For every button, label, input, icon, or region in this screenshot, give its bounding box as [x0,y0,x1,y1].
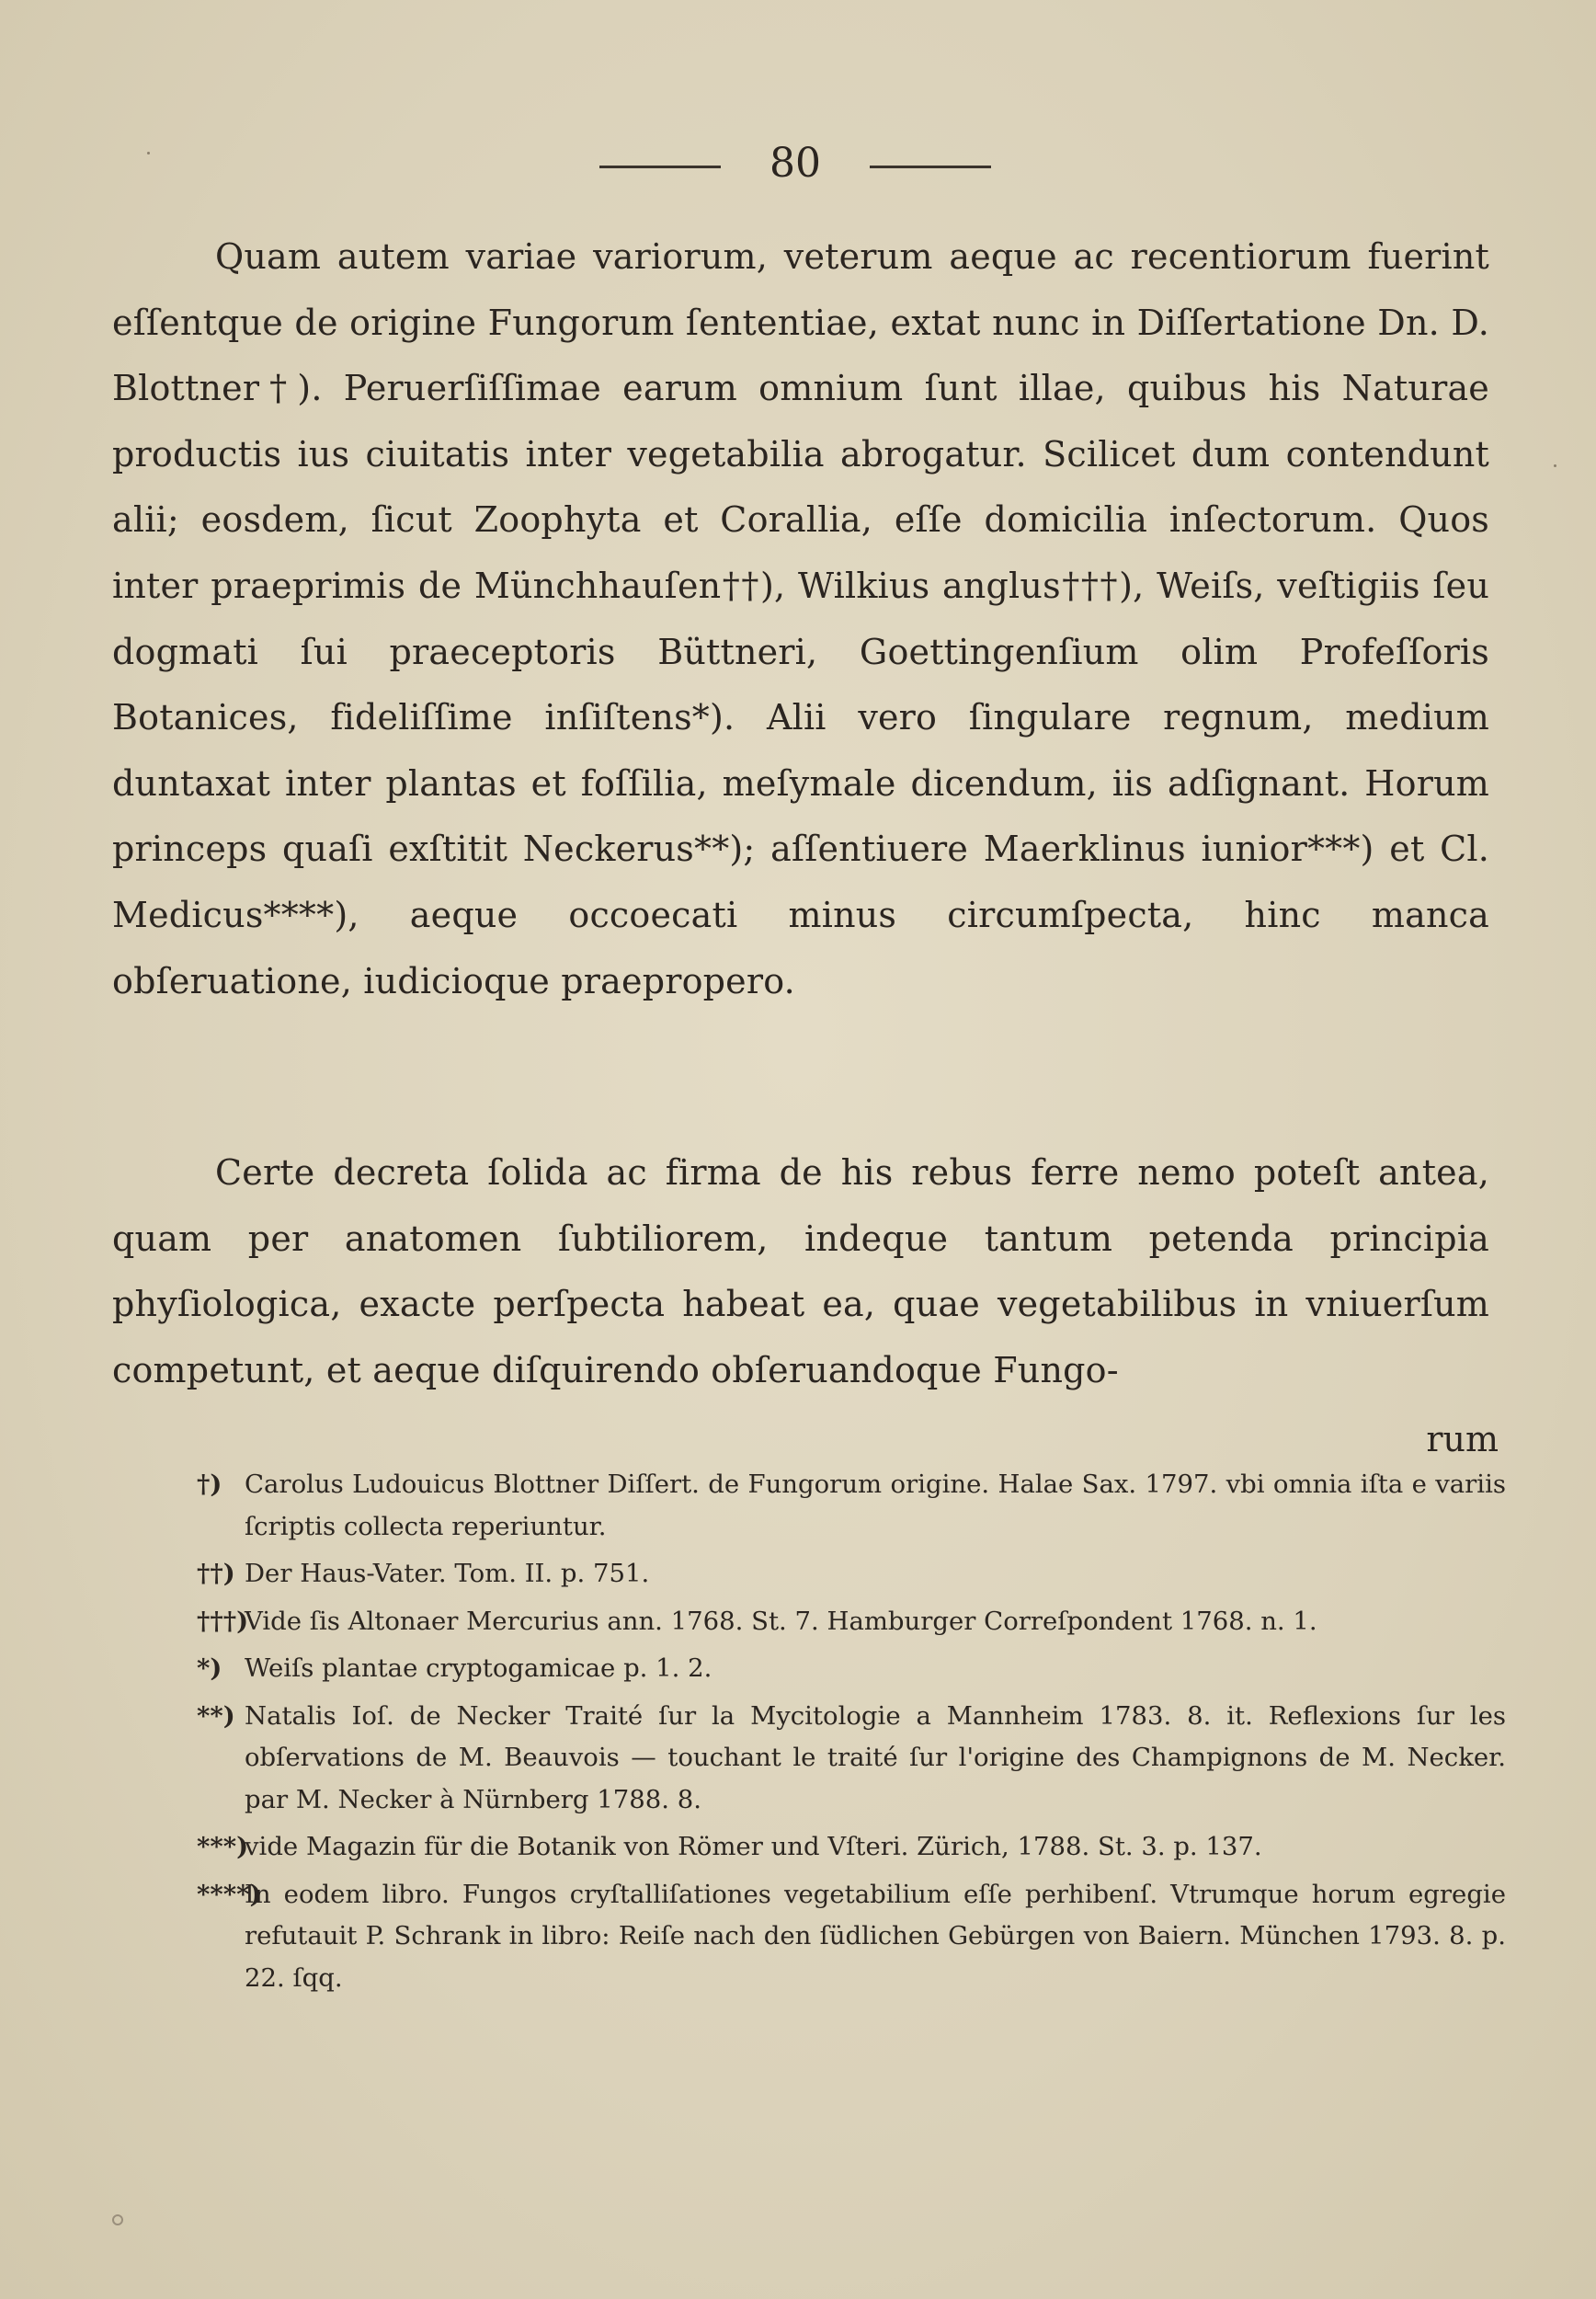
footnote-mark: †) [197,1470,222,1499]
footnote-mark: †††) [197,1606,249,1636]
footnote-text: Carolus Ludouicus Blottner Diſſert. de Fungorum origine. Halae Sax. 1797. vbi omnia iſta e variis ſcriptis collecta reperiuntur. [245,1470,1506,1541]
footnote-mark: ***) [197,1832,249,1861]
footnote [197,1601,1506,1643]
footnote-mark: ††) [197,1559,235,1588]
paragraph-2-text: Certe decreta ſolida ac firma de his rebus ferre nemo poteſt antea, quam per anatomen ſubtiliorem, indeque tantum petenda principia phyſiologica, exacte perſpecta habeat ea, quae vegetabilibus in vniuerſum competunt, et aeque diſquirendo obſeruandoque Fungo- [112,1152,1489,1390]
footnote [197,1553,1506,1596]
footnote-mark: ****) [197,1879,262,1909]
header-rule-left [599,166,721,168]
footnotes [197,1464,1506,2005]
footnote [197,1826,1506,1869]
catchword: rum [1426,1419,1499,1459]
footnote [197,1464,1506,1548]
header-rule-right [870,166,991,168]
footnote-text: Der Haus-Vater. Tom. II. p. 751. [245,1559,650,1588]
paper-speck [1554,464,1556,467]
paragraph-1-text: Quam autem variae variorum, veterum aeque ac recentiorum fuerint eſſentque de origine Fungorum ſententiae, extat nunc in Diſſertatione Dn. D. Blottner†). Peruerſiſſimae earum omnium ſunt illae, quibus his Naturae productis ius ciuitatis inter vegetabilia abrogatur. Scilicet dum contendunt alii; eosdem, ſicut Zoophyta et Corallia, eſſe domicilia inſectorum. Quos inter praeprimis de Münchhauſen††), Wilkius anglus†††), Weiſs, veſtigiis ſeu dogmati ſui praeceptoris Büttneri, Goettingenſium olim Profeſſoris Botanices, fideliſſime inſiſtens*). Alii vero ſingulare regnum, medium duntaxat inter plantas et foſſilia, meſymale dicendum, iis adſignant. Horum princeps quaſi exſtitit Neckerus**); aſſentiuere Maerklinus iunior***) et Cl. Medicus****), aeque occoecati minus circumſpecta, hinc manca obſeruatione, iudicioque praepropero. [112,236,1489,1001]
paper-speck [112,2214,123,2225]
footnote [197,1696,1506,1822]
footnote-text: Vide ſis Altonaer Mercurius ann. 1768. St. 7. Hamburger Correſpondent 1768. n. 1. [245,1606,1317,1636]
page-header [0,136,1596,191]
paragraph-1 [112,224,1489,1014]
footnote-mark: **) [197,1700,235,1731]
footnote-mark: *) [197,1653,222,1683]
paragraph-2 [112,1140,1489,1403]
footnote-text: Natalis Ioſ. de Necker Traité ſur la Mycitologie a Mannheim 1783. 8. it. Reflexions ſur les obſervations de M. Beauvois — touchant le traité ſur l'origine des Champignons de M. Necker. par M. Necker à Nürnberg 1788. 8. [245,1700,1506,1814]
page-number: 80 [770,140,821,187]
footnote-text: In eodem libro. Fungos cryſtalliſationes vegetabilium eſſe perhibenſ. Vtrumque horum egregie refutauit P. Schrank in libro: Reiſe nach den ſüdlichen Gebürgen von Baiern. München 1793. 8. p. 22. ſqq. [245,1879,1506,1993]
footnote-text: vide Magazin für die Botanik von Römer und Vſteri. Zürich, 1788. St. 3. p. 137. [245,1832,1262,1861]
footnote [197,1648,1506,1690]
footnote [197,1874,1506,2000]
footnote-text: Weiſs plantae cryptogamicae p. 1. 2. [245,1653,712,1683]
